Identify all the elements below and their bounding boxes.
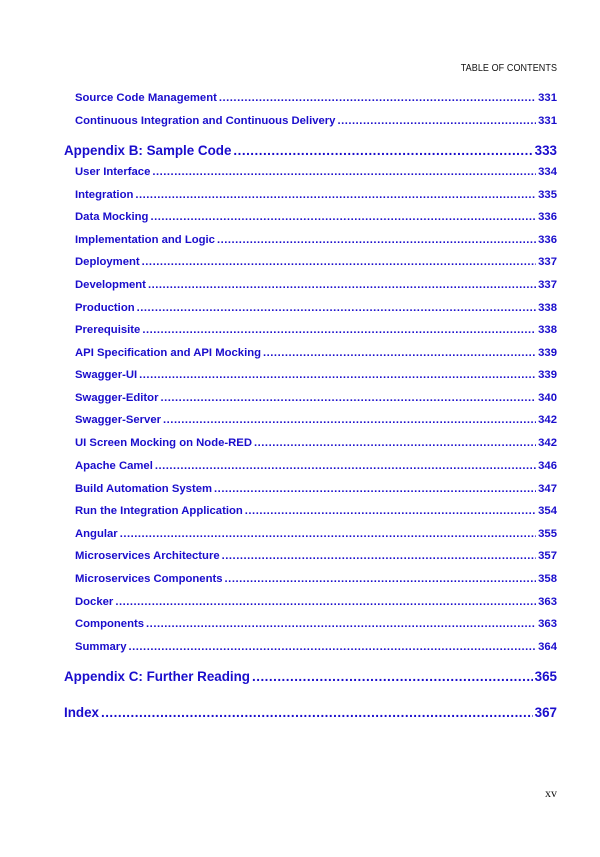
toc-section-entry[interactable] bbox=[75, 115, 557, 127]
toc-chapter-entry[interactable] bbox=[64, 705, 557, 720]
toc-section-entry[interactable] bbox=[75, 641, 557, 653]
toc-section-entry[interactable] bbox=[75, 618, 557, 630]
running-header: TABLE OF CONTENTS bbox=[460, 63, 557, 74]
toc-entry-page-number: 346 bbox=[538, 460, 557, 472]
toc-section-entry[interactable] bbox=[75, 414, 557, 426]
dot-leader bbox=[263, 347, 536, 359]
toc-entry-page-number: 342 bbox=[538, 437, 557, 449]
dot-leader bbox=[222, 550, 537, 562]
toc-section-entry[interactable] bbox=[75, 302, 557, 314]
dot-leader bbox=[148, 279, 536, 291]
dot-leader bbox=[150, 211, 536, 223]
page-number: xv bbox=[545, 786, 557, 800]
toc-entry-page-number: 339 bbox=[538, 369, 557, 381]
toc-section-entry[interactable] bbox=[75, 166, 557, 178]
toc-entry-page-number: 367 bbox=[534, 705, 557, 720]
dot-leader bbox=[155, 460, 536, 472]
toc-entry-title: Index bbox=[64, 705, 99, 720]
toc-entry-page-number: 336 bbox=[538, 211, 557, 223]
toc-section-entry[interactable] bbox=[75, 483, 557, 495]
toc-entry-title: Data Mocking bbox=[75, 211, 149, 223]
dot-leader bbox=[252, 669, 533, 684]
toc-entry-page-number: 365 bbox=[534, 669, 557, 684]
toc-chapter-entry[interactable] bbox=[64, 669, 557, 684]
dot-leader bbox=[254, 437, 536, 449]
dot-leader bbox=[101, 705, 533, 720]
toc-section-entry[interactable] bbox=[75, 234, 557, 246]
toc-section-entry[interactable] bbox=[75, 528, 557, 540]
dot-leader bbox=[225, 573, 537, 585]
toc-section-entry[interactable] bbox=[75, 92, 557, 104]
toc-entry-page-number: 357 bbox=[538, 550, 557, 562]
toc-entry-title: Build Automation System bbox=[75, 483, 213, 495]
toc-section-entry[interactable] bbox=[75, 550, 557, 562]
toc-entry-title: Source Code Management bbox=[75, 92, 217, 104]
toc-entry-title: Continuous Integration and Continuous Delivery bbox=[75, 115, 336, 127]
toc-entry-title: Production bbox=[75, 302, 135, 314]
toc-entry-title: Summary bbox=[75, 641, 127, 653]
toc-entry-page-number: 337 bbox=[538, 256, 557, 268]
toc-entry-title: Apache Camel bbox=[75, 460, 153, 472]
toc-entry-title: Deployment bbox=[75, 256, 140, 268]
toc-entry-page-number: 338 bbox=[538, 324, 557, 336]
dot-leader bbox=[160, 392, 536, 404]
toc-entry-title: Swagger-Editor bbox=[75, 392, 159, 404]
toc-section-entry[interactable] bbox=[75, 596, 557, 608]
toc-entry-page-number: 342 bbox=[538, 414, 557, 426]
toc-entry-title: Integration bbox=[75, 189, 134, 201]
dot-leader bbox=[120, 528, 536, 540]
dot-leader bbox=[163, 414, 536, 426]
dot-leader bbox=[135, 189, 536, 201]
dot-leader bbox=[142, 256, 536, 268]
toc-entry-title: API Specification and API Mocking bbox=[75, 347, 262, 359]
toc-section-entry[interactable] bbox=[75, 324, 557, 336]
toc-entry-page-number: 364 bbox=[538, 641, 557, 653]
toc-entry-page-number: 335 bbox=[538, 189, 557, 201]
dot-leader bbox=[137, 302, 537, 314]
toc-section-entry[interactable] bbox=[75, 211, 557, 223]
toc-entry-page-number: 336 bbox=[538, 234, 557, 246]
dot-leader bbox=[337, 115, 536, 127]
toc-entry-page-number: 334 bbox=[538, 166, 557, 178]
toc-entry-page-number: 363 bbox=[538, 596, 557, 608]
toc-entry-title: Angular bbox=[75, 528, 118, 540]
toc-entry-title: Swagger-UI bbox=[75, 369, 138, 381]
toc-entry-page-number: 355 bbox=[538, 528, 557, 540]
toc-section-entry[interactable] bbox=[75, 189, 557, 201]
toc-section-entry[interactable] bbox=[75, 460, 557, 472]
dot-leader bbox=[129, 641, 537, 653]
toc-entry-title: Prerequisite bbox=[75, 324, 141, 336]
toc-entry-title: Microservices Components bbox=[75, 573, 223, 585]
toc-section-entry[interactable] bbox=[75, 279, 557, 291]
dot-leader bbox=[146, 618, 536, 630]
toc-entry-title: Run the Integration Application bbox=[75, 505, 243, 517]
toc-entry-title: UI Screen Mocking on Node-RED bbox=[75, 437, 253, 449]
toc-entry-title: Appendix C: Further Reading bbox=[64, 669, 250, 684]
toc-entry-page-number: 354 bbox=[538, 505, 557, 517]
toc-entry-page-number: 340 bbox=[538, 392, 557, 404]
toc-entry-title: Docker bbox=[75, 596, 114, 608]
toc-entry-page-number: 347 bbox=[538, 483, 557, 495]
toc-entry-title: Appendix B: Sample Code bbox=[64, 143, 232, 158]
toc-entry-title: Components bbox=[75, 618, 145, 630]
toc-section-entry[interactable] bbox=[75, 369, 557, 381]
toc-chapter-entry[interactable] bbox=[64, 143, 557, 158]
toc-entry-page-number: 333 bbox=[534, 143, 557, 158]
toc-section-entry[interactable] bbox=[75, 347, 557, 359]
dot-leader bbox=[152, 166, 536, 178]
toc-entry-title: Microservices Architecture bbox=[75, 550, 220, 562]
dot-leader bbox=[233, 143, 532, 158]
toc-entry-page-number: 363 bbox=[538, 618, 557, 630]
toc-entry-page-number: 339 bbox=[538, 347, 557, 359]
toc-section-entry[interactable] bbox=[75, 392, 557, 404]
toc-entry-title: Implementation and Logic bbox=[75, 234, 215, 246]
dot-leader bbox=[219, 92, 536, 104]
dot-leader bbox=[142, 324, 536, 336]
toc-entry-page-number: 337 bbox=[538, 279, 557, 291]
toc-entry-page-number: 331 bbox=[538, 115, 557, 127]
toc-entry-page-number: 331 bbox=[538, 92, 557, 104]
dot-leader bbox=[214, 483, 536, 495]
toc-entry-title: Swagger-Server bbox=[75, 414, 162, 426]
toc-section-entry[interactable] bbox=[75, 256, 557, 268]
dot-leader bbox=[217, 234, 536, 246]
dot-leader bbox=[245, 505, 536, 517]
toc-entry-page-number: 358 bbox=[538, 573, 557, 585]
toc-section-entry[interactable] bbox=[75, 573, 557, 585]
toc-entry-page-number: 338 bbox=[538, 302, 557, 314]
toc-section-entry[interactable] bbox=[75, 437, 557, 449]
dot-leader bbox=[115, 596, 536, 608]
toc-entry-title: Development bbox=[75, 279, 146, 291]
toc-section-entry[interactable] bbox=[75, 505, 557, 517]
dot-leader bbox=[139, 369, 536, 381]
toc-entry-title: User Interface bbox=[75, 166, 151, 178]
